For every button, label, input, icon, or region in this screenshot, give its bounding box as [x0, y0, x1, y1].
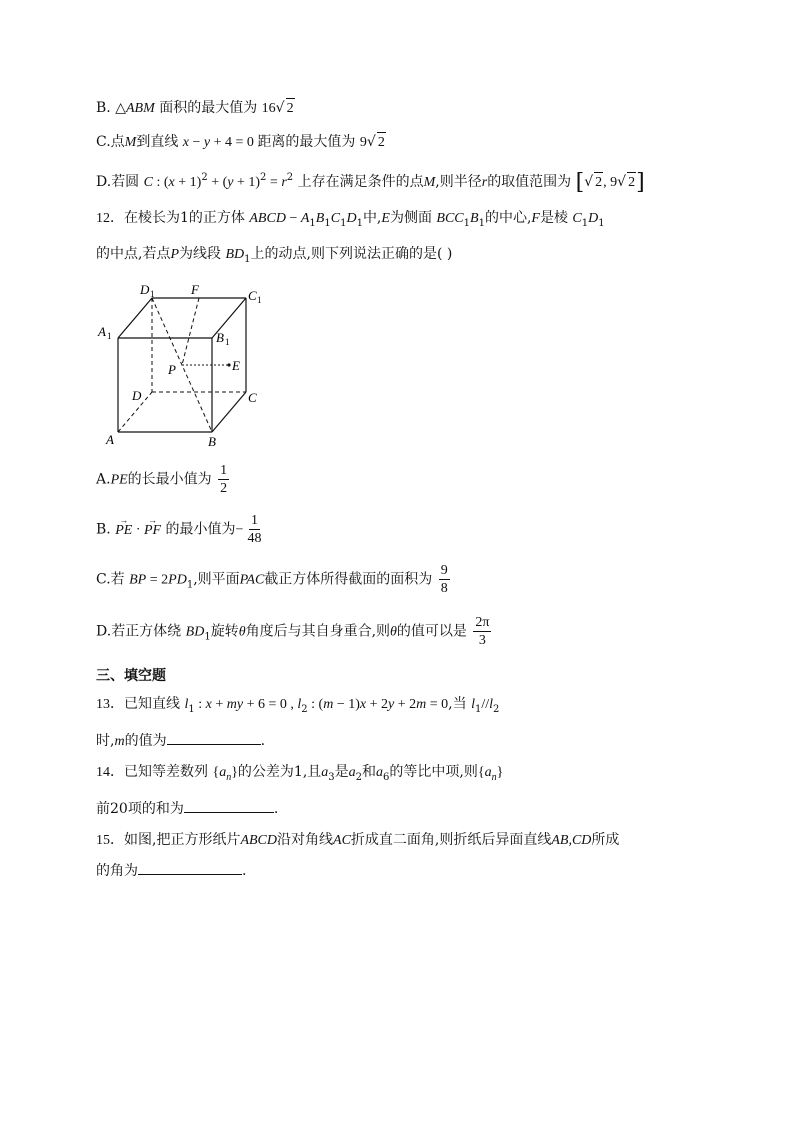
q14-line2: 前20项的和为 . — [96, 798, 278, 819]
svg-text:1: 1 — [257, 295, 262, 305]
svg-text:C: C — [248, 390, 257, 405]
svg-text:C: C — [248, 288, 257, 303]
q11-option-b: B. △ABM 面积的最大值为 16√ 2 — [96, 98, 295, 119]
svg-text:B: B — [208, 434, 216, 449]
svg-text:1: 1 — [107, 331, 112, 341]
q14-answer-blank[interactable] — [184, 798, 274, 813]
q13-answer-blank[interactable] — [167, 730, 261, 745]
q11-option-c: C.点M到直线 x − y + 4 = 0 距离的最大值为 9√ 2 — [96, 132, 386, 153]
q11-option-d: D.若圆 C : $(x + 1)^2 + (y + 1)^2 = r^2$ 上存在满足条件的点M,则半径r的取值范围为 [√ 2, 9√ 2] — [96, 170, 645, 195]
svg-text:D: D — [140, 282, 150, 297]
section-heading: 三、填空题 — [96, 668, 166, 684]
q12-option-d: D.若正方体绕 $BD_1$旋转θ角度后与其自身重合,则θ的值可以是 $\frac{2\pi}{3}$ — [96, 615, 490, 648]
q12-option-a: A.PE的长最小值为 $\frac{1}{2}$ — [96, 463, 228, 496]
svg-text:F: F — [191, 282, 199, 297]
svg-text:D: D — [132, 388, 142, 403]
svg-text:A: A — [98, 324, 106, 339]
svg-text:E: E — [232, 358, 240, 373]
q13-line2: 时,m的值为 . — [96, 730, 265, 752]
q12-stem-line2: 的中点,若点P为线段 $BD_1$上的动点,则下列说法正确的是( ) — [96, 246, 453, 265]
svg-text:1: 1 — [225, 337, 230, 347]
q12-option-c: C.若 BP = $2PD_1$,则平面PAC截正方体所得截面的面积为 $\frac{9}{8}$ — [96, 563, 448, 596]
q15-line2: 的角为 . — [96, 860, 246, 881]
cube-figure — [90, 280, 280, 452]
q12-stem-line1: 12．在棱长为1的正方体 ABCD − $A_1B_1C_1D_1$中,E为侧面 $BCC_1B_1$的中心,F是棱 $C_1D_1$ — [96, 210, 605, 229]
svg-text:P: P — [168, 362, 176, 377]
q12-option-b: B. → PE · → PF 的最小值为− $\frac{1}{48}$ — [96, 512, 265, 548]
q15-answer-blank[interactable] — [138, 860, 242, 875]
q15-line1: 15．如图,把正方形纸片ABCD沿对角线AC折成直二面角,则折纸后异面直线AB,CD所成 — [96, 832, 620, 848]
q13-line1: 13．已知直线 $l_1$ : x + my + 6 = 0 , $l_2$ : (m − 1)x + 2y + 2m = 0,当 $l_1//l_2$ — [96, 696, 500, 715]
svg-text:A: A — [106, 432, 114, 447]
svg-text:1: 1 — [150, 289, 155, 299]
q14-line1: 14．已知等差数列 $\{a_n\}$的公差为1,且$a_3$是$a_2$和$a_6$的等比中项,则$\{a_n\}$ — [96, 764, 504, 783]
svg-text:B: B — [216, 330, 224, 345]
